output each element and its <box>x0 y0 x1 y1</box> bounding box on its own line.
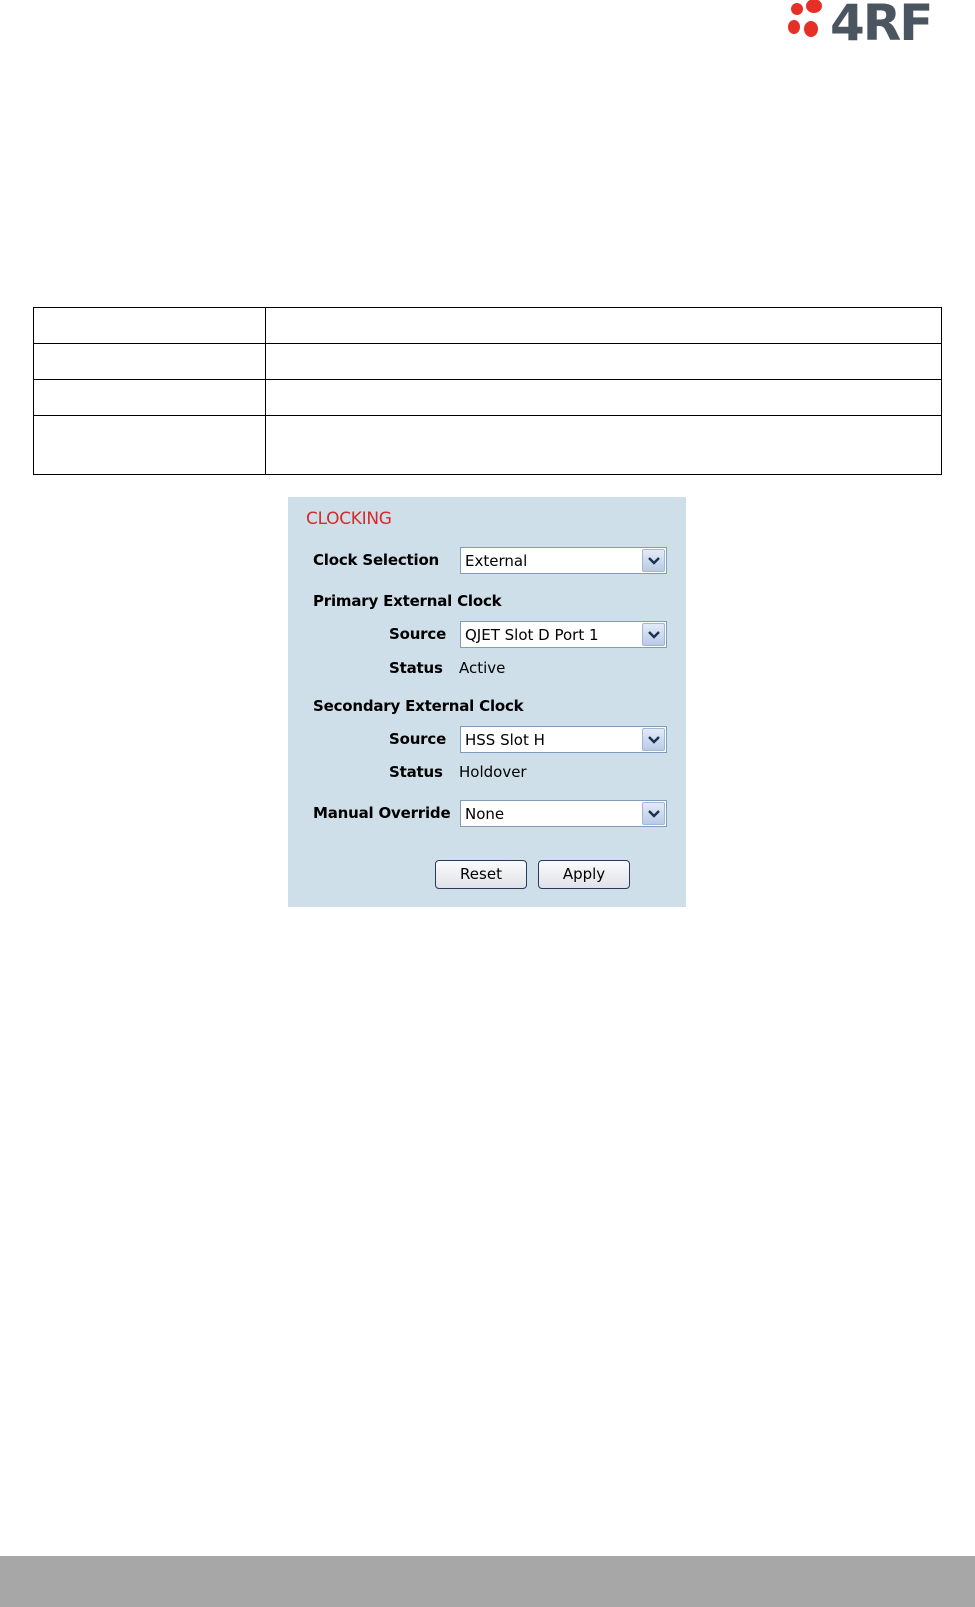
manual-override-value: None <box>465 805 505 823</box>
table-row <box>34 416 942 475</box>
primary-clock-heading: Primary External Clock <box>313 592 502 610</box>
logo-dots-icon <box>784 0 834 46</box>
chevron-down-icon <box>648 630 660 640</box>
manual-override-label: Manual Override <box>313 804 451 822</box>
clock-selection-value: External <box>465 552 528 570</box>
table-row <box>34 380 942 416</box>
document-table <box>33 307 942 475</box>
secondary-source-value: HSS Slot H <box>465 731 545 749</box>
secondary-status-value: Holdover <box>459 763 527 781</box>
logo-text: 4RF <box>830 0 932 52</box>
clock-selection-label: Clock Selection <box>313 551 440 569</box>
apply-button[interactable]: Apply <box>538 860 630 889</box>
dropdown-button[interactable] <box>642 623 665 646</box>
primary-status-value: Active <box>459 659 506 677</box>
table-row <box>34 308 942 344</box>
chevron-down-icon <box>648 735 660 745</box>
panel-title: CLOCKING <box>306 509 392 529</box>
secondary-clock-heading: Secondary External Clock <box>313 697 524 715</box>
clocking-panel <box>288 497 686 907</box>
primary-source-label: Source <box>389 625 447 643</box>
chevron-down-icon <box>648 809 660 819</box>
manual-override-select[interactable] <box>460 800 667 827</box>
table-row <box>34 344 942 380</box>
dropdown-button[interactable] <box>642 728 665 751</box>
brand-logo <box>790 0 965 52</box>
secondary-status-label: Status <box>389 763 443 781</box>
secondary-source-select[interactable] <box>460 726 667 753</box>
reset-button[interactable]: Reset <box>435 860 527 889</box>
footer-bar <box>0 1556 975 1607</box>
clock-selection-select[interactable] <box>460 547 667 574</box>
dropdown-button[interactable] <box>642 549 665 572</box>
primary-status-label: Status <box>389 659 443 677</box>
primary-source-select[interactable] <box>460 621 667 648</box>
chevron-down-icon <box>648 556 660 566</box>
dropdown-button[interactable] <box>642 802 665 825</box>
secondary-source-label: Source <box>389 730 447 748</box>
primary-source-value: QJET Slot D Port 1 <box>465 626 599 644</box>
